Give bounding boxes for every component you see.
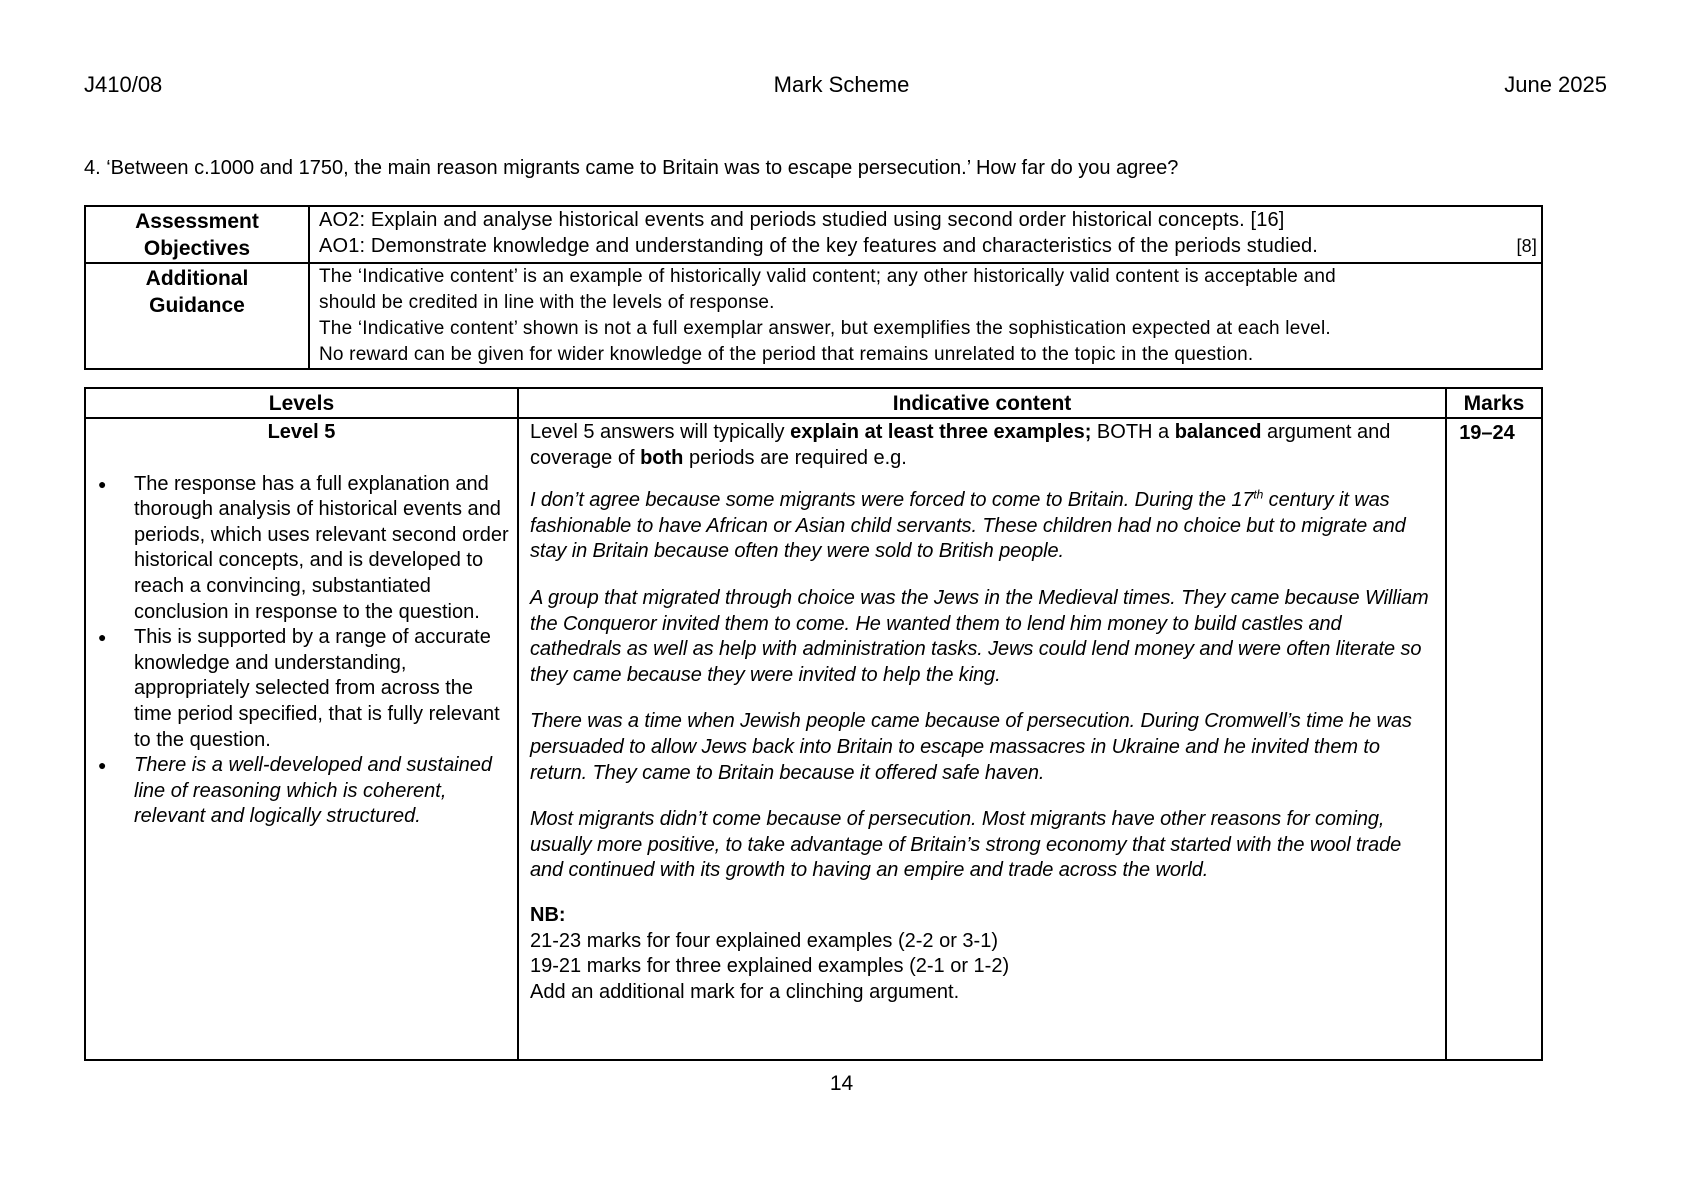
criteria-item — [86, 753, 517, 830]
document-date: June 2025 — [1504, 72, 1607, 97]
guidance-line: The ‘Indicative content’ shown is not a full exemplar answer, but exemplifies the sophistication expected at each level. — [319, 318, 1331, 339]
marks-column-header: Marks — [1446, 388, 1542, 418]
nb-line: 21-23 marks for four explained examples (2-2 or 3-1) — [530, 929, 998, 952]
intro-text: BOTH a — [1091, 421, 1175, 443]
intro-bold-text: both — [640, 446, 684, 469]
marks-cell — [1446, 418, 1542, 1060]
criteria-text: This is supported by a range of accurate knowledge and understanding, appropriately selected from across the time period specified, that is fully relevant to the question. — [134, 626, 500, 751]
levels-header-row — [85, 388, 1542, 418]
intro-text: periods are required e.g. — [683, 446, 907, 469]
indicative-column-header: Indicative content — [518, 388, 1446, 418]
criteria-text: The response has a full explanation and thorough analysis of historical events and periods, which uses relevant second order historical concepts, and is developed to reach a convincing, substantiated conclusion in response to the question. — [134, 472, 509, 623]
example-text: century it was fashionable to have African or Asian child servants. These children had no choice but to migrate and stay in Britain because often they were sold to British people. — [530, 489, 1406, 563]
ao1-line — [319, 233, 1537, 259]
bullet-icon: ● — [98, 629, 107, 646]
level-title: Level 5 — [267, 421, 336, 443]
page-number: 14 — [829, 1072, 854, 1095]
criteria-list — [86, 472, 517, 830]
guidance-label-line-1: Additional — [145, 267, 249, 290]
objectives-content — [309, 206, 1542, 263]
example-paragraph — [530, 488, 1437, 565]
question-text: 4. ‘Between c.1000 and 1750, the main reason migrants came to Britain was to escape persecution.’ How far do you agree? — [84, 157, 1179, 179]
criteria-item — [86, 472, 517, 626]
assessment-objectives-table — [84, 205, 1543, 370]
example-paragraph: There was a time when Jewish people came because of persecution. During Cromwell’s time he was persuaded to allow Jews back into Britain to escape massacres in Ukraine and he invited them to return. They came to Britain because it offered safe haven. — [530, 710, 1412, 784]
nb-line: Add an additional mark for a clinching argument. — [530, 980, 960, 1003]
level-descriptor-cell — [85, 418, 518, 1060]
guidance-content — [309, 263, 1542, 369]
marks-range: 19–24 — [1459, 422, 1515, 444]
bullet-icon: ● — [98, 475, 107, 492]
indicative-intro — [530, 420, 1437, 471]
guidance-line: No reward can be given for wider knowledge of the period that remains unrelated to the topic in the question. — [319, 344, 1254, 365]
objectives-label-line-2: Objectives — [143, 237, 251, 260]
objectives-row — [85, 206, 1542, 263]
criteria-item — [86, 625, 517, 753]
intro-bold-text: explain at least three examples; — [790, 421, 1092, 443]
guidance-line: should be credited in line with the levels of response. — [319, 292, 775, 313]
guidance-label — [85, 263, 309, 369]
intro-text: argument and coverage of — [530, 421, 1391, 469]
levels-table — [84, 387, 1543, 1061]
ao1-text: AO1: Demonstrate knowledge and understanding of the key features and characteristics of the periods studied. — [319, 235, 1319, 257]
guidance-line: The ‘Indicative content’ is an example of historically valid content; any other historically valid content is acceptable and — [319, 266, 1336, 287]
criteria-text: There is a well-developed and sustained line of reasoning which is coherent, relevant and logically structured. — [134, 754, 492, 828]
ao1-marks: [8] — [1516, 236, 1537, 256]
level-5-row — [85, 418, 1542, 1060]
document-title: Mark Scheme — [773, 72, 910, 97]
nb-line: 19-21 marks for three explained examples (2-1 or 1-2) — [530, 955, 1010, 978]
ao2-text: AO2: Explain and analyse historical events and periods studied using second order historical concepts. [16] — [319, 209, 1285, 231]
objectives-label — [85, 206, 309, 263]
example-text: I don’t agree because some migrants were forced to come to Britain. During the 17 — [530, 489, 1254, 512]
levels-column-header: Levels — [85, 388, 518, 418]
guidance-row — [85, 263, 1542, 369]
document-code: J410/08 — [84, 72, 163, 97]
bullet-icon: ● — [98, 757, 107, 774]
intro-bold-text: balanced — [1174, 421, 1262, 443]
guidance-label-line-2: Guidance — [149, 294, 245, 317]
example-paragraph: A group that migrated through choice was the Jews in the Medieval times. They came because William the Conqueror invited them to come. He wanted them to lend him money to build castles and cathedrals as well as help with administration tasks. Jews could lend money and were often literate so they came because they were invited to help the king. — [530, 586, 1429, 686]
objectives-label-line-1: Assessment — [135, 210, 259, 233]
ordinal-suffix: th — [1253, 487, 1264, 502]
ao2-line — [319, 207, 1537, 233]
nb-title: NB: — [530, 903, 566, 926]
nb-section — [530, 903, 1437, 1005]
indicative-content-cell — [518, 418, 1446, 1060]
example-paragraph: Most migrants didn’t come because of persecution. Most migrants have other reasons for coming, usually more positive, to take advantage of Britain’s strong economy that started with the wool trade and continued with its growth to having an empire and trade across the world. — [530, 808, 1402, 882]
intro-text: Level 5 answers will typically — [530, 421, 791, 443]
